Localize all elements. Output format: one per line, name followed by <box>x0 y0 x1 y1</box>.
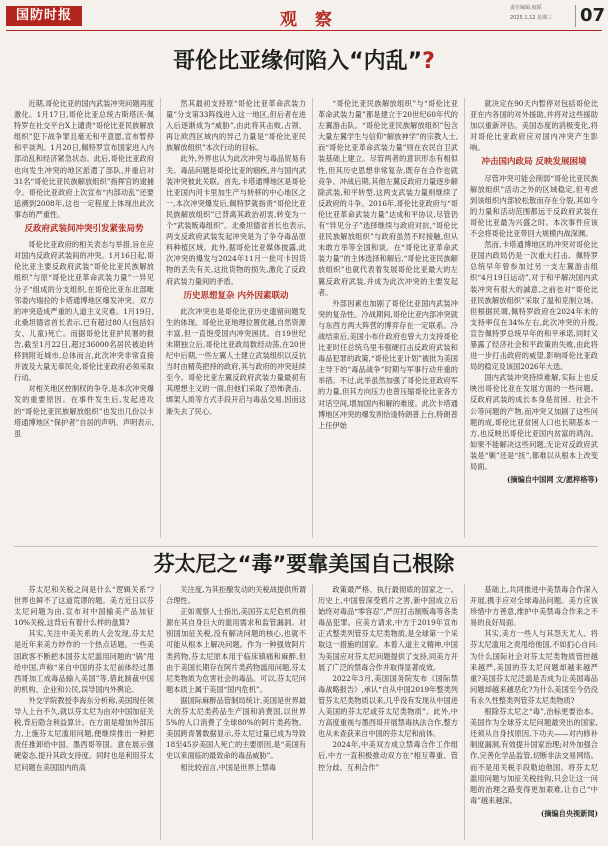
paragraph: 外部因素也加剧了哥伦比亚国内武装冲突的复杂性。冷战期间,哥伦比亚内部冲突就与东西方两大阵营的博弈存在一定联系。冷战结束后,美国小布什政府也曾大力支持哥伦比亚时任总统乌里韦强硬打击反政府武装和毒品犯罪的政策,“哥伦比亚计划”被批为美国主导下的“毒品战争”时期与军事行动并重的举措。不过,此举虽然加强了哥伦比亚政府军的力量,但其方向压力也曾压缩哥伦比亚各方对话空间,增加国内和解的难度。此次卡塔通博地区冲突的爆发则恰逢特朗普上台,特朗普上任伊始 <box>318 298 458 430</box>
article1-column-2 <box>166 98 306 540</box>
article1-headline <box>0 44 608 75</box>
article1-byline: (摘编自中国网 文/愿梓格等) <box>507 475 598 485</box>
article1-column-4 <box>470 98 598 540</box>
paragraph: 芬太尼和关税之间是什么“逻辑关系”?世界也鲜不了这道荒谬的题。美方近日以芬太尼问题为由,宣布对中国输美产品加征10%关税,这背后有着什么样的盘算? <box>14 585 154 628</box>
article2-column-2 <box>166 584 306 842</box>
section-title: 观 察 <box>280 10 338 30</box>
paragraph: 尽管冲突可能会削弱“哥伦比亚民族解放组织”活动之外的区域稳定,但考虑到该组织内部较松散而存在分裂,其如今的力量和活动范围都远于反政府武装在哥伦比亚最为兴盛之时。本次事件应该不会将哥伦比亚带回大规模内战深渊。 <box>470 173 598 239</box>
article-separator <box>14 546 598 547</box>
page-number: 07 <box>575 5 603 27</box>
article2-byline: (摘编自央视新闻) <box>540 808 598 818</box>
page-header <box>0 0 608 30</box>
paragraph: 根除芬太尼之“毒”,治标更要治本。美国作为全球芬太尼问题最突出的国家,还须从自身找原因,下功夫——对内修补制度漏洞,有效提升国家治理;对外加强合作,完善化学品监管,切断非法交易网络。而不是用关税手段勒迫他国。将芬太尼滥用问题与加征关税挂钩,只会让这一问题的治理之路变得更加艰难,让自己“中毒”越来越深。 <box>470 707 598 805</box>
article2-headline <box>0 548 608 578</box>
column-divider <box>160 584 161 840</box>
column-divider <box>312 98 313 538</box>
article1-title-mark: ? <box>422 49 435 74</box>
paragraph: 外交学院教授李海东分析称,美国现任领导人上台不久,就以芬太尼为由对中国加征关税,背后隐含利益算计。在方面是增加外部压力,上施芬太尼滥用问题,便继续推出一种把责任推卸给中国、墨西哥等国。意在展示强硬姿态,提升其政支持度。同时也是利用芬太尼问题在美国国内的高 <box>14 695 154 772</box>
paragraph: 其实,美方一些人与其怨天尤人、将芬太尼滥用之责甩给他国,不如扪心自问:为什么国际社会对芬太尼类物质管控越来越严,美国的芬太尼问题却越来越严重?美国芬太尼泛滥是否成为让美国毒品问题却越来越恶化?为什么美国至今仍没有永久性整类列管芬太尼类物质? <box>470 629 598 705</box>
paragraph: 对相关地区控制权的争夺,是本次冲突爆发的重要原因。在事件发生后,发起进攻的“哥伦比亚民族解放组织”也发出几份以卡塔通博地区“保护者”自居的声明。声明表示,虽 <box>14 384 154 438</box>
paragraph: 2022年3月,美国国务院发布《国际禁毒战略报告》,承认“自从中国2019年整类列管芬太尼类物质以来,几乎没有发现从中国进入美国的芬太尼或芬太尼类物质”。此外,中方高度重视与墨西哥开展禁毒执法合作,整方也从未查获来自中国的芬太尼和前体。 <box>318 673 458 739</box>
paragraph: 据国际麻醉品管制局统计,美国是世界最大的芬太尼类药品生产国和消费国,以世界5%的人口消费了全球80%的阿片类药物。美国跨青署数据显示,芬太尼过量已成为导致18至45岁美国人死亡的主要原因,是“美国有史以来面临的最致命的毒品威胁”。 <box>166 695 306 761</box>
article1-subhead-1: 反政府武装间冲突引发紧张局势 <box>24 224 144 235</box>
paragraph: 关注度,为其拒酿发动的关税战提供所谓合理性。 <box>166 585 306 606</box>
paragraph: 此次冲突也是哥伦比亚历史遗留问题发生的体现。哥伦比亚地理位置优越,自然资源丰富,但一直饱受国内冲突困扰。自19世纪末期独立后,哥伦比亚政局数经动荡,在20世纪中后期,一些左翼人士建立武装组织以反抗当时由精英把持的政府,其与政府的冲突延续至今。哥伦比亚左翼反政府武装力量最初有其理想主义的一面,但他们采取了恐怖袭击、绑架人质等方式手段开启与毒品交易,因而这渐失去了民心。 <box>166 306 306 416</box>
masthead-logo: 国防时报 <box>6 6 82 26</box>
article1-title: 哥伦比亚缘何陷入“内乱” <box>173 49 423 74</box>
paragraph: 正如观察人士指出,美国芬太尼危机的根源在其自身巨大的滥用需求和监管漏洞。对别国加征关税,没有解决问题的核心,也就不可能从根本上解决问题。作为一种强效阿片类药物,芬太尼原本用于临床镇痛和麻醉,但由于美国长期存在阿片类药物滥用问题,芬太尼类物质为危害社会的毒品。可以,芬太尼问题本质上属于美国“国内危机”。 <box>166 607 306 694</box>
paragraph: 近期,哥伦比亚的国内武装冲突问题再度激化。1月17日,哥伦比亚总统古斯塔沃·佩特罗在社交平台X上谴责“哥伦比亚民族解放组织”犯下战争罪且毫无和平意愿,宣布暂停和平谈判。1月20日,佩特罗宣布国家进入内部动乱和经济紧急状态。此后,哥伦比亚政府也向发生冲突的地区派遣了部队,并重启对31名“哥伦比亚民族解放组织”指挥官的逮捕令。哥伦比亚政府上次宣布“内部动乱”还要追溯到2008年,这也一定程度上体现出此次事态的严重性。 <box>14 99 154 219</box>
issue-date: 2025.1.12 星期三 <box>510 15 553 21</box>
column-divider <box>160 98 161 538</box>
column-divider <box>312 584 313 840</box>
article2-column-1 <box>14 584 154 842</box>
header-rule <box>6 30 602 31</box>
paragraph: 国内武装冲突持续难解,实际上也反映出哥伦比亚在发展方面的一些问题。反政府武装的成长本身是贫困、社会不公等问题的产物,而冲突又加剧了这些问题的成,哥伦比亚贫困人口也长期基本一方,也反映出哥伦比亚国内贫富的鸿沟。如果不能解决这些问题,无论对反政府武装是“剿”还是“抚”,都难以从根本上改变局面。 <box>470 373 598 471</box>
article2-column-4 <box>470 584 598 842</box>
page-meta <box>510 3 552 23</box>
paragraph: 政策最严格、执行最彻底的国家之一。历史上,中国曾深受鸦片之害,新中国成立后始终对毒品“零容忍”,严厉打击制贩毒等各类毒品犯罪。应美方请求,中方于2019年宣布正式整类列管芬太尼类物质,是全球第一个采取这一措施的国家。本着人道主义精神,中国为美国应对芬太尼问题提供了支持,同美方开展了广泛的禁毒合作并取得显著成效。 <box>318 585 458 672</box>
paragraph: 基础上,共同推进中美禁毒合作深入开展,携手应对全球毒品问题。美方应该珍惜中方善意,维护中美禁毒合作来之不易的良好局面。 <box>470 585 598 628</box>
article2-title: 芬太尼之“毒”要靠美国自己根除 <box>153 552 455 576</box>
paragraph: 此外,外界也认为此次冲突与毒品贸易有关。毒品问题是哥伦比亚的痼疾,并与国内武装冲突彼此关联。首先,卡塔通博地区是哥伦比亚国内河卡里加生产与转移的中心地区之一,本次冲突爆发后,佩特罗就指责“哥伦比亚民族解放组织”已背离其政治初衷,转变为一个“武装贩毒组织”。北桑坦德省首长也表示,两支反政府武装发起冲突是为了争夺毒品原料种植区域。此外,据哥伦比亚媒体披露,此次冲突的爆发与2024年11月一批可卡因货物的丢失有关,这批货物的损失,激化了反政府武装力量间的矛盾。 <box>166 154 306 286</box>
article1-subhead-2: 历史思想复杂 内外因素联动 <box>183 290 289 301</box>
paragraph: 就决定在90天内暂停对包括哥伦比亚在内各国的对外援助,并将对这些援助加以重新评估。美国态度的消极变化,将对哥伦比亚政府应对国内冲突产生影响。 <box>470 99 598 153</box>
column-divider <box>464 584 465 840</box>
paragraph: “哥伦比亚民族解放组织”与“哥伦比亚革命武装力量”都是建立于20世纪60年代的左翼游击队。“哥伦比亚民族解放组织”包含大量左翼学生与信仰“解放神学”的宗教人士,而“哥伦比亚革命武装力量”则在农民自卫武装基础上建立。尽管两者的意识形态有相似性,但其历史思想非常复杂,既存在合作也就竞争、冲战后期,其他左翼反政府力量逐步解除武装,和平转型,这两支武装力量则继续了反政府的斗争。2016年,哥伦比亚政府与“哥伦比亚革命武装力量”达成和平协议,尽管仍有“异见分子”选择继续与政府对抗,“哥伦比亚民族解放组织”与政府虽然不时接触,但从未敢方举等全国和谈。在“哥伦比亚革命武装力量”的主体选择和解后,“哥伦比亚民族解放组织”也就代表着发展哥伦比亚最大的左翼反政府武装,并成为此次冲突的主要发起者。 <box>318 99 458 297</box>
paragraph: 然其最初支持原“哥伦比亚革命武装力量”分支第33阵线进入这一地区,但后者在进入后逐渐成为“威胁”,由此将其击败,占领、再让欧西区域内的异己力量是“哥伦比亚民族解放组织”本次行动的目标。 <box>166 99 306 153</box>
paragraph: 然而,卡塔通博地区的冲突对哥伦比亚国内政局仍是一次重大打击。佩特罗总统早年曾参加过另一支左翼游击组织“4月19日运动”,对于和平解决国内武装冲突有很大的誠意,之前也对“哥伦比亚民族解放组织”采取了温和克制立场。但根据民调,佩特罗政府在2024年末的支持率仅在34%左右,此次冲突的升级,宣告佩特罗总统早年的和平承诺,同时又暴露了经济社会和平政策的失败,由此将进一步打击政府的威望,影响哥伦比亚政局的稳定及该国2026年大选。 <box>470 240 598 372</box>
paragraph: 2024年,中美双方成立禁毒合作工作组后,中方一直积极推动双方在“相互尊重、管控分歧、互利合作” <box>318 740 458 772</box>
editor-credit: 责任编辑:庭韬 <box>510 5 542 11</box>
column-divider <box>464 98 465 538</box>
paragraph: 哥伦比亚政府的相关表态与举措,旨在应对国内反政府武装间的冲突。1月16日起,哥伦比亚主要反政府武装“哥伦比亚民族解放组织”与原“哥伦比亚革命武装力量”一异见分子“组成的分支组织,在哥伦比亚东北部毗邻委内瑞拉的卡塔通博地区爆发冲突。双方的冲突造成严重的人道主义灾难。1月19日,北桑坦德省首长表示,已有超过80人(包括妇女、儿童)死亡。而据哥伦比亚护民署的报告,截至1月22日,超过36000名居民被迫转移到附近城市,总体而言,此次冲突非常直接并波及大量无辜民众,哥伦比亚政府必须采取行动。 <box>14 240 154 383</box>
paragraph: 相比较而言,中国是世界上禁毒 <box>180 762 277 772</box>
article2-column-3 <box>318 584 458 842</box>
article1-column-3 <box>318 98 458 540</box>
article1-column-1 <box>14 98 154 540</box>
paragraph: 其实,关注中美关系的人会发现,芬太尼是近年来美方炒作的一个热点话题。一些美国政客不断把本国芬太尼滥用问题的“锅”甩给中国,声称“来自中国的芬太尼前体经过墨西哥加工成毒品输入美国”等,借此制裁中国的机构、企业和公民,误导国内外舆论。 <box>14 629 154 694</box>
article1-subhead-3: 冲击国内政局 反映发展困境 <box>481 157 587 168</box>
